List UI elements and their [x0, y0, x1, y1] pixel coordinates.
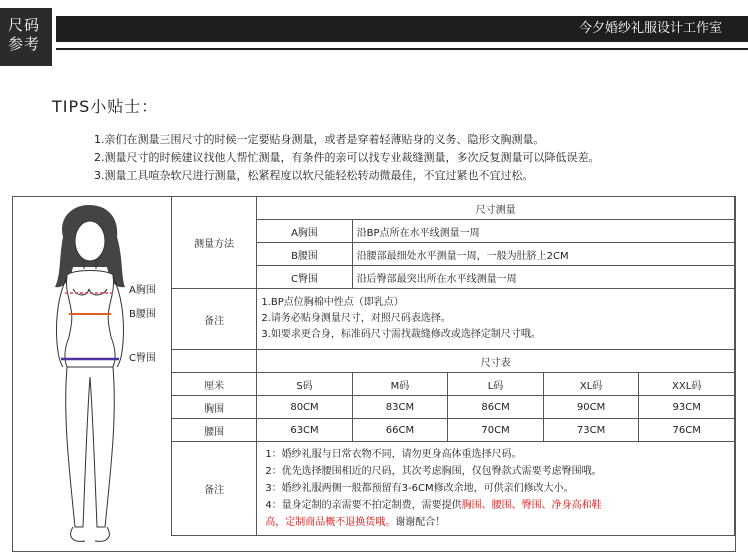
tip-item: 3.测量工具喧杂软尺进行测量，松紧程度以软尺能轻松转动微最佳，不宜过紧也不宜过松。: [94, 169, 534, 182]
tip-item: 1.亲们在测量三围尺寸的时候一定要贴身测量，或者是穿着轻薄贴身的义务、隐形文胸测量。: [94, 133, 545, 146]
table-cell: 83CM: [352, 396, 448, 419]
badge-line-1: 尺码: [8, 16, 41, 34]
table-cell: 90CM: [543, 396, 639, 419]
waist-label: B腰围: [129, 309, 156, 320]
table-cell: 63CM: [257, 419, 352, 442]
size-measurement-table: [171, 196, 735, 536]
row-label-bust: 胸围: [172, 396, 257, 419]
measure-name-bust: A胸围: [257, 220, 352, 243]
badge-line-2: 参考: [8, 35, 41, 53]
measure-note-item: 3.如要求更合身，标准码尺寸需找裁缝修改或选择定制尺寸哦。: [261, 329, 541, 340]
tips-list: [94, 131, 600, 185]
measure-name-hip: C臀围: [257, 266, 352, 289]
table-cell: 86CM: [448, 396, 544, 419]
table-cell: 66CM: [352, 419, 448, 442]
size-guide-panel: [12, 196, 736, 552]
measure-desc-hip: 沿后臀部最突出所在水平线测量一周: [352, 266, 734, 289]
bottom-notes: [257, 442, 735, 536]
size-col-s: S码: [257, 373, 352, 396]
table-cell: 70CM: [448, 419, 544, 442]
bust-label: A胸围: [129, 285, 156, 296]
tip-item: 2.测量尺寸的时候建议找他人帮忙测量，有条件的亲可以找专业裁缝测量，多次反复测量可以降低误差。: [94, 151, 600, 164]
size-col-m: M码: [352, 373, 448, 396]
measure-desc-waist: 沿腰部最细处水平测量一周，一般为肚脐上2CM: [352, 243, 734, 266]
tips-title: TIPS小贴士：: [52, 97, 159, 116]
note-4-highlight: 胸围、腰围、臀围、净身高和鞋: [461, 500, 602, 511]
note-4-highlight-2: 高，定制商品概不退换货哦。: [265, 517, 396, 528]
studio-name: 今夕婚纱礼服设计工作室: [578, 21, 722, 36]
size-table-spacer: [172, 350, 257, 373]
measure-note-label: 备注: [172, 289, 257, 350]
header: [0, 8, 748, 66]
measure-name-waist: B腰围: [257, 243, 352, 266]
studio-banner: [56, 16, 748, 42]
bottom-note-item: 1：婚纱礼服与日常衣物不同，请勿更身高体重选择尺码。: [265, 449, 522, 460]
bottom-note-item: 2：优先选择腰围相近的尺码，其次考虑胸围，仅包臀款式需要考虑臀围哦。: [265, 466, 602, 477]
measure-note-item: 1.BP点位胸棉中性点（即乳点）: [261, 297, 404, 308]
measure-desc-bust: 沿BP点所在水平线测量一周: [352, 220, 734, 243]
measure-notes: [257, 289, 735, 350]
bottom-note-label: 备注: [172, 442, 257, 536]
measure-section-title: 尺寸测量: [257, 197, 735, 220]
table-cell: 93CM: [639, 396, 735, 419]
note-4-thanks: 谢谢配合！: [395, 517, 446, 528]
table-cell: 80CM: [257, 396, 352, 419]
size-col-l: L码: [448, 373, 544, 396]
size-table-title: 尺寸表: [257, 350, 735, 373]
size-col-xl: XL码: [543, 373, 639, 396]
row-label-waist: 腰围: [172, 419, 257, 442]
bottom-note-item: [265, 514, 726, 531]
note-4-text: 4：量身定制的亲需要不拍定制费，需要提供: [265, 500, 462, 511]
body-figure-illustration: [13, 197, 173, 551]
measure-note-item: 2.请务必贴身测量尺寸，对照尺码表选择。: [261, 313, 451, 324]
bottom-note-item: 3：婚纱礼服两侧一般都预留有3-6CM修改余地，可供亲们修改大小。: [265, 483, 574, 494]
header-divider: [56, 48, 748, 50]
size-col-xxl: XXL码: [639, 373, 735, 396]
hip-label: C臀围: [129, 353, 156, 364]
table-cell: 76CM: [639, 419, 735, 442]
size-header-label: 厘米: [172, 373, 257, 396]
size-reference-badge: [0, 8, 52, 66]
bottom-note-item: [265, 497, 726, 514]
method-label: 测量方法: [172, 197, 257, 289]
table-cell: 73CM: [543, 419, 639, 442]
